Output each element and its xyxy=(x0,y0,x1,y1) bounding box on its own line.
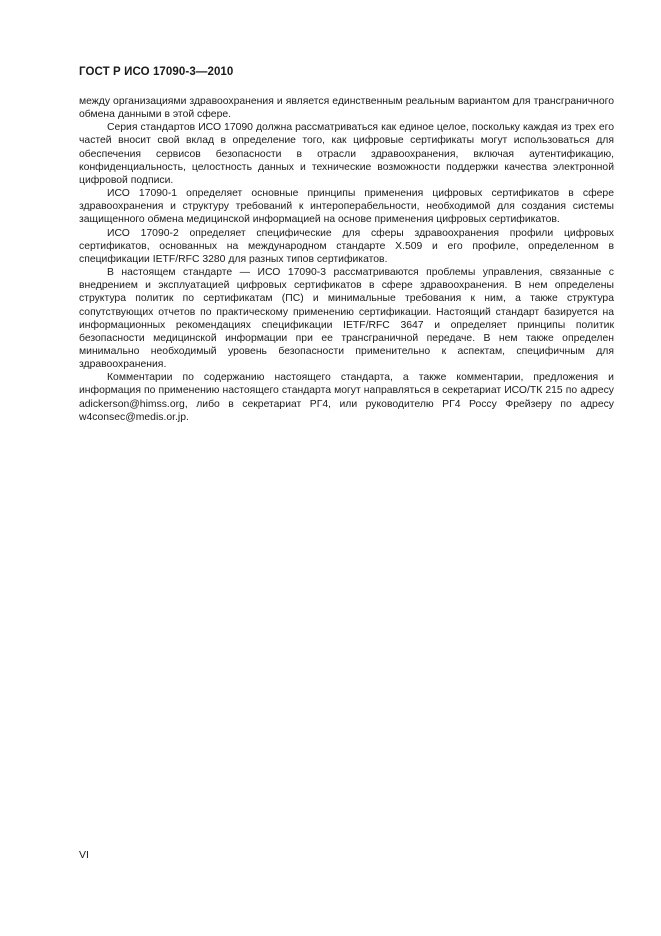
paragraph-continuation: между организациями здравоохранения и является единственным реальным вариантом для трансграничного обмена данными в этой сфере. xyxy=(79,96,614,121)
body-text xyxy=(79,95,614,424)
page-number: VI xyxy=(79,849,89,861)
document-header: ГОСТ Р ИСО 17090-3—2010 xyxy=(79,66,234,78)
paragraph-part-1: ИСО 17090-1 определяет основные принципы применения цифровых сертификатов в сфере здравоохранения и структуру требований к интероперабельности, необходимой для создания системы защищенного обмена медицинской информацией на основе применения цифровых сертификатов. xyxy=(79,188,614,226)
paragraph-part-2: ИСО 17090-2 определяет специфические для сферы здравоохранения профили цифровых сертификатов, основанных на международном стандарте X.509 и его профиле, определенном в спецификации IETF/RFC 3280 для разных типов сертификатов. xyxy=(79,227,614,265)
paragraph-series-overview: Серия стандартов ИСО 17090 должна рассматриваться как единое целое, поскольку каждая из трех его частей вносит свой вклад в определение того, как цифровые сертификаты могут использоваться для обеспечения сервисов безопасности в отрасли здравоохранения, включая аутентификацию, конфиденциальность, целостность данных и технические возможности поддержки качества электронной цифровой подписи. xyxy=(79,122,614,186)
paragraph-part-3: В настоящем стандарте — ИСО 17090-3 рассматриваются проблемы управления, связанные с внедрением и эксплуатацией цифровых сертификатов в сфере здравоохранения. В нем определены структура политик по сертификатам (ПС) и минимальные требования к ним, а также структура сопутствующих отчетов по практическому применению сертификации. Настоящий стандарт базируется на информационных рекомендациях спецификации IETF/RFC 3647 и определяет принципы политик безопасности медицинской информации при ее трансграничной передаче. В нем также определен минимально необходимый уровень безопасности применительно к аспектам, специфичным для здравоохранения. xyxy=(79,267,614,371)
paragraph-comments: Комментарии по содержанию настоящего стандарта, а также комментарии, предложения и информация по применению настоящего стандарта могут направляться в секретариат ИСО/ТК 215 по адресу adickerson@himss.org, либо в секретариат РГ4, или руководителю РГ4 Россу Фрейзеру по адресу w4consec@medis.or.jp. xyxy=(79,372,614,423)
